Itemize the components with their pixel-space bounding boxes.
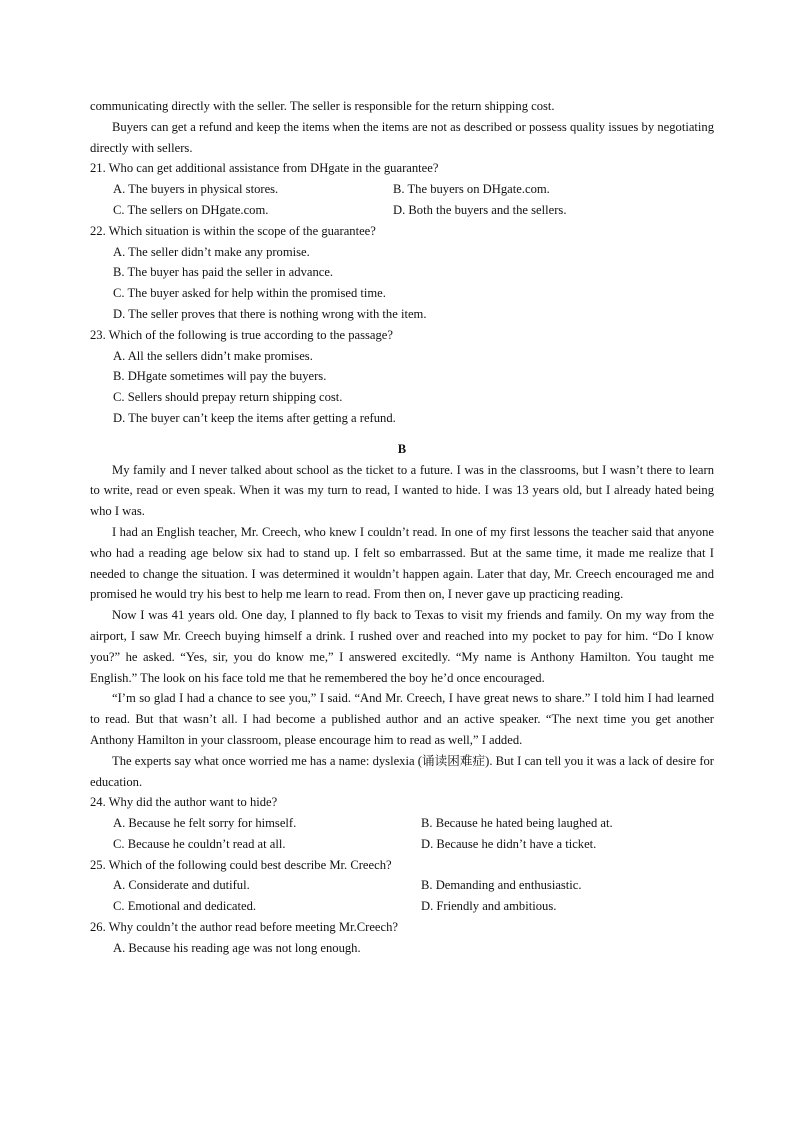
option-b: B. Because he hated being laughed at. [421, 816, 613, 831]
option-a: A. Because he felt sorry for himself. [113, 816, 297, 831]
question-22 [90, 221, 714, 325]
option-a: A. The seller didn’t make any promise. [113, 244, 310, 259]
option-d: D. Friendly and ambitious. [421, 899, 557, 914]
option-d: D. The seller proves that there is nothing wrong with the item. [113, 306, 427, 321]
option-b: B. The buyer has paid the seller in advance. [113, 265, 334, 280]
option-d: D. Because he didn’t have a ticket. [421, 836, 597, 851]
option-d: D. The buyer can’t keep the items after getting a refund. [113, 410, 396, 425]
question-stem: 25. Which of the following could best describe Mr. Creech? [90, 857, 392, 872]
question-26 [90, 917, 714, 959]
question-21 [90, 158, 714, 220]
option-a: A. Because his reading age was not long enough. [113, 940, 361, 955]
option-a: A. All the sellers didn’t make promises. [113, 348, 313, 363]
option-c: C. Sellers should prepay return shipping cost. [113, 390, 343, 405]
passage-a-continuation: communicating directly with the seller. The seller is responsible for the return shipping cost. [90, 99, 555, 113]
option-c: C. The buyer asked for help within the promised time. [113, 286, 386, 301]
option-a: A. The buyers in physical stores. [113, 182, 279, 197]
passage-b-paragraph-5: The experts say what once worried me has a name: dyslexia (诵读困难症). But I can tell you it was a lack of desire for education. [90, 753, 714, 789]
passage-b-paragraph-2: I had an English teacher, Mr. Creech, who knew I couldn’t read. In one of my first lessons the teacher said that anyone who had a reading age below six had to stand up. I felt so embarrassed. But at the same time, it made me realize that I needed to change the situation. I was determined it wouldn’t happen again. Later that day, Mr. Creech encouraged me and promised he would try his best to help me learn to read. From then on, I never gave up practicing reading. [90, 524, 714, 602]
question-stem: 22. Which situation is within the scope of the guarantee? [90, 223, 376, 238]
option-c: C. Because he couldn’t read at all. [113, 836, 286, 851]
exam-page [90, 96, 714, 959]
passage-b-paragraph-1: My family and I never talked about school as the ticket to a future. I was in the classrooms, but I wasn’t there to learn to write, read or even speak. When it was my turn to read, I wanted to hide. I was 13 years old, but I already hated being who I was. [90, 462, 714, 519]
question-24 [90, 792, 714, 854]
question-stem: 21. Who can get additional assistance from DHgate in the guarantee? [90, 161, 439, 176]
passage-a-paragraph: Buyers can get a refund and keep the items when the items are not as described or possess quality issues by negotiating directly with sellers. [90, 119, 714, 155]
option-d: D. Both the buyers and the sellers. [393, 202, 567, 217]
question-stem: 24. Why did the author want to hide? [90, 795, 278, 810]
question-23 [90, 325, 714, 429]
question-stem: 26. Why couldn’t the author read before meeting Mr.Creech? [90, 920, 398, 935]
passage-b-paragraph-4: “I’m so glad I had a chance to see you,” I said. “And Mr. Creech, I have great news to share.” I told him I had learned to read. But that wasn’t all. I had become a published author and an active speaker. “The next time you get another Anthony Hamilton in your classroom, please encourage him to read as well,” I added. [90, 691, 714, 747]
option-b: B. The buyers on DHgate.com. [393, 182, 550, 197]
option-c: C. Emotional and dedicated. [113, 899, 257, 914]
question-25 [90, 855, 714, 917]
section-heading-b: B [397, 441, 407, 456]
option-a: A. Considerate and dutiful. [113, 878, 250, 893]
option-b: B. Demanding and enthusiastic. [421, 878, 582, 893]
passage-b-paragraph-3: Now I was 41 years old. One day, I planned to fly back to Texas to visit my friends and family. On my way from the airport, I saw Mr. Creech buying himself a drink. I rushed over and reached into my pocket to pay for him. “Do I know you?” he asked. “Yes, sir, you do know me,” I answered excitedly. “My name is Anthony Hamilton. You taught me English.” The look on his face told me that he remembered the boy he’d once encouraged. [90, 608, 714, 685]
option-c: C. The sellers on DHgate.com. [113, 202, 269, 217]
question-stem: 23. Which of the following is true according to the passage? [90, 327, 393, 342]
option-b: B. DHgate sometimes will pay the buyers. [113, 369, 327, 384]
